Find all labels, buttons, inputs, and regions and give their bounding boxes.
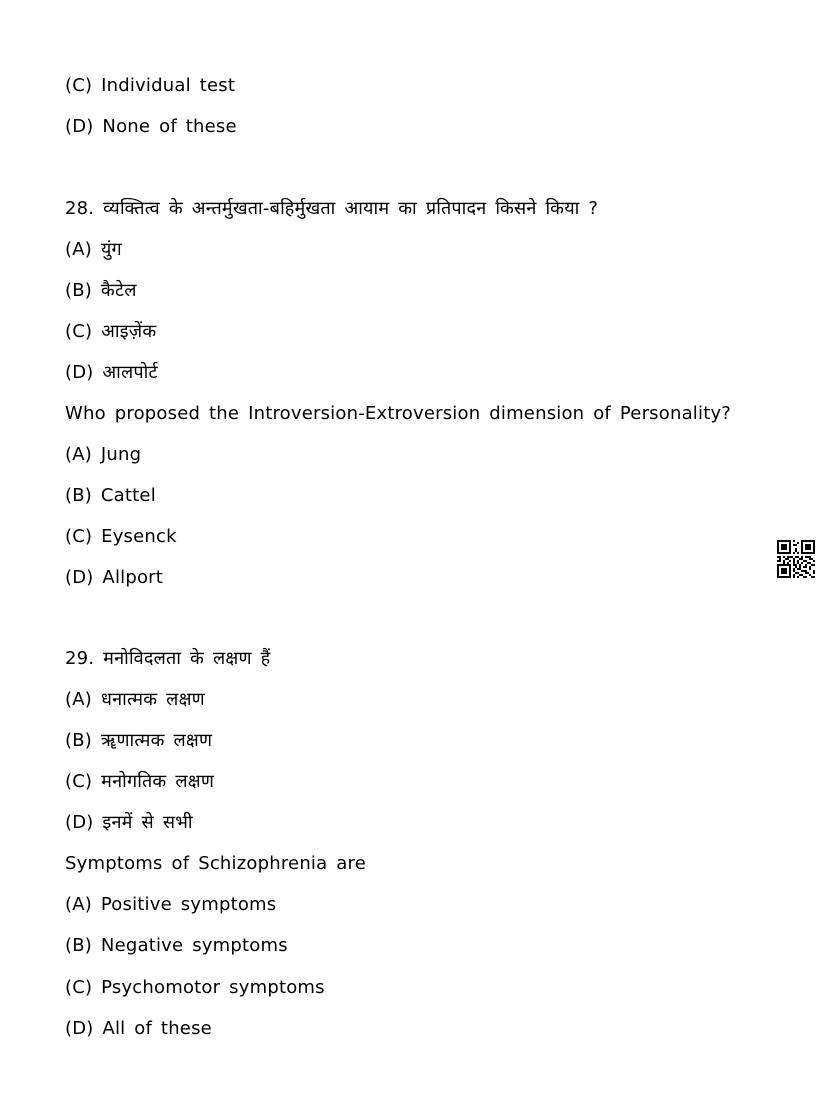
- q29-option-b-hindi: (B) ॠणात्मक लक्षण: [65, 730, 213, 751]
- q28-option-a-hindi: (A) युंग: [65, 239, 122, 260]
- q28-option-c: (C) Eysenck: [65, 526, 177, 547]
- q28-option-d: (D) Allport: [65, 567, 164, 588]
- q28-question-hindi: 28. व्यक्तित्व के अन्तर्मुखता-बहिर्मुखता आयाम का प्रतिपादन किसने किया ?: [65, 198, 599, 219]
- q29-option-a: (A) Positive symptoms: [65, 894, 277, 915]
- q29-option-d-hindi: (D) इनमें से सभी: [65, 812, 193, 833]
- q29-option-d: (D) All of these: [65, 1018, 212, 1039]
- q28-option-d-hindi: (D) आलपोर्ट: [65, 362, 158, 383]
- q27-option-d: (D) None of these: [65, 116, 237, 137]
- q29-question-english: Symptoms of Schizophrenia are: [65, 853, 366, 874]
- q28-option-b-hindi: (B) कैटेल: [65, 280, 137, 301]
- q29-question-hindi: 29. मनोविदलता के लक्षण हैं: [65, 648, 271, 669]
- q28-option-a: (A) Jung: [65, 444, 142, 465]
- q27-option-c: (C) Individual test: [65, 75, 236, 96]
- q28-option-c-hindi: (C) आइज़ेंक: [65, 321, 157, 342]
- q29-option-b: (B) Negative symptoms: [65, 935, 288, 956]
- qr-code-icon: [777, 540, 815, 578]
- q28-option-b: (B) Cattel: [65, 485, 156, 506]
- q29-option-a-hindi: (A) धनात्मक लक्षण: [65, 689, 205, 710]
- q28-question-english: Who proposed the Introversion-Extroversion dimension of Personality?: [65, 403, 732, 424]
- q29-option-c-hindi: (C) मनोगतिक लक्षण: [65, 771, 215, 792]
- q29-option-c: (C) Psychomotor symptoms: [65, 977, 325, 998]
